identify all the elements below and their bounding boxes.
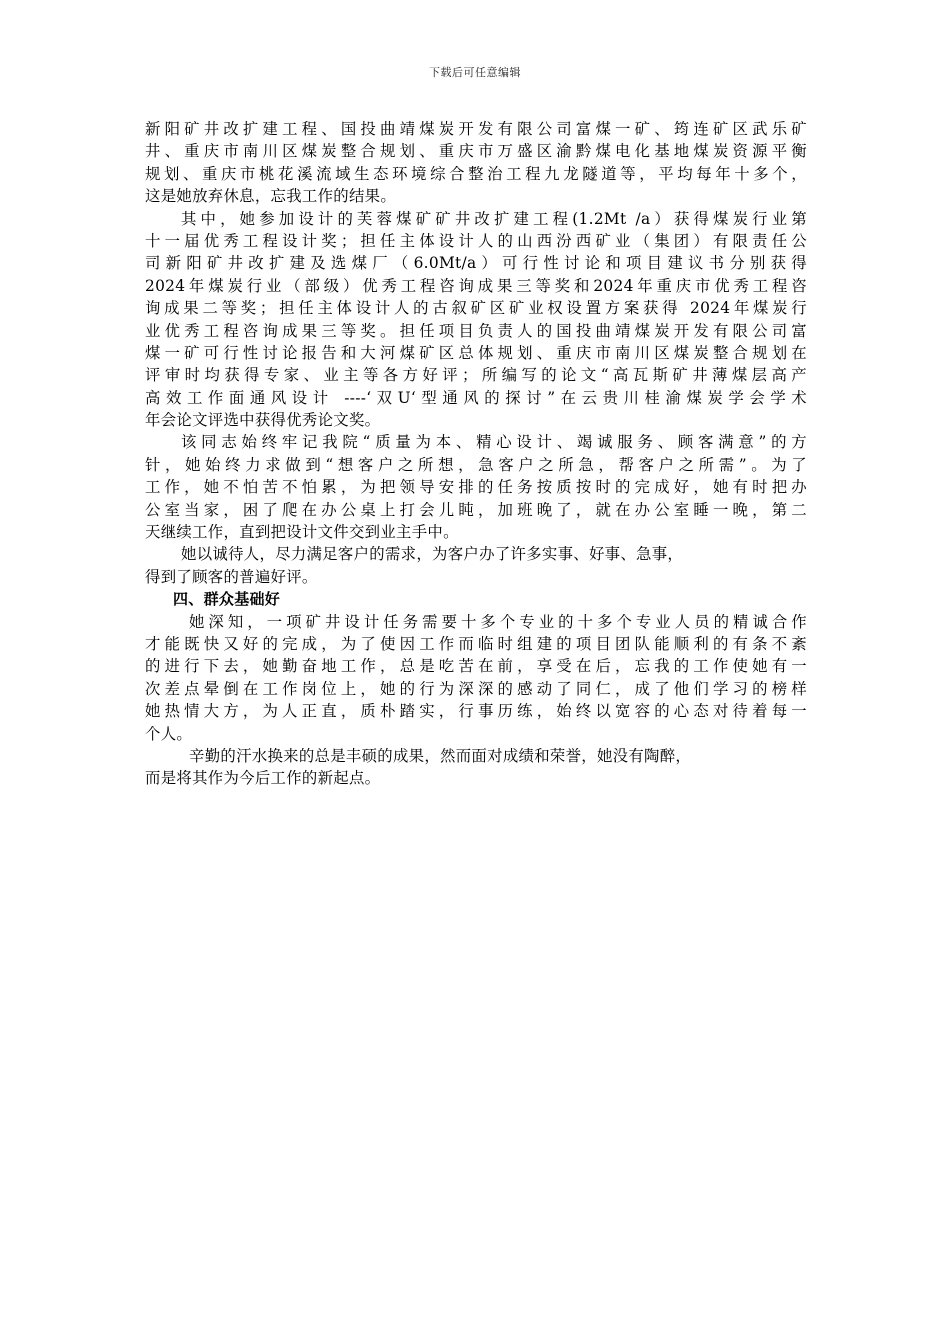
text-line: 针，她始终力求做到“想客户之所想，急客户之所急，帮客户之所需”。为了 <box>145 455 807 474</box>
text-line: 规划、重庆市桃花溪流域生态环境综合整治工程九龙隧道等，平均每年十多个， <box>145 164 807 183</box>
text-line: 而是将其作为今后工作的新起点。 <box>145 769 381 788</box>
text-line: 她以诚待人，尽力满足客户的需求，为客户办了许多实事、好事、急事， <box>181 545 684 564</box>
paragraph-service <box>145 543 807 588</box>
paragraph-team <box>145 611 807 745</box>
text-line: 新阳矿井改扩建工程、国投曲靖煤炭开发有限公司富煤一矿、筠连矿区武乐矿 <box>145 120 807 138</box>
text-line: 公室当家，困了爬在办公桌上打会儿盹，加班晚了，就在办公室睡一晚，第二 <box>145 500 807 519</box>
paragraph-awards <box>145 208 807 432</box>
text-line: 次差点晕倒在工作岗位上，她的行为深深的感动了同仁，成了他们学习的榜样 <box>145 679 807 698</box>
text-line: 工作，她不怕苦不怕累，为把领导安排的任务按质按时的完成好，她有时把办 <box>145 478 807 497</box>
paragraph-continued <box>145 118 807 208</box>
page-header-note: 下载后可任意编辑 <box>429 66 521 79</box>
text-line: 年会论文评选中获得优秀论文奖。 <box>145 411 381 430</box>
text-line: 天继续工作，直到把设计文件交到业主手中。 <box>145 523 459 542</box>
text-line: 她深知，一项矿井设计任务需要十多个专业的十多个专业人员的精诚合作 <box>189 612 807 631</box>
text-line: 司新阳矿井改扩建及选煤厂（6.0Mt/a）可行性讨论和项目建议书分别获得 <box>145 254 807 273</box>
text-line: 其中，她参加设计的芙蓉煤矿矿井改扩建工程(1.2Mt /a）获得煤炭行业第 <box>181 209 807 228</box>
section-four-heading <box>145 588 807 610</box>
text-line: 辛勤的汗水换来的总是丰硕的成果，然而面对成绩和荣誉，她没有陶醉， <box>189 746 692 765</box>
text-line: 的进行下去，她勤奋地工作，总是吃苦在前，享受在后，忘我的工作使她有一 <box>145 657 807 676</box>
text-line: 询成果二等奖；担任主体设计人的古叙矿区矿业权设置方案获得 2024年煤炭行 <box>145 299 807 318</box>
text-line: 高效工作面通风设计 ----‘双U‘型通风的探讨”在云贵川桂渝煤炭学会学术 <box>145 388 807 407</box>
text-line: 这是她放弃休息，忘我工作的结果。 <box>145 187 397 206</box>
text-line: 业优秀工程咨询成果三等奖。担任项目负责人的国投曲靖煤炭开发有限公司富 <box>145 321 807 340</box>
document-body <box>145 118 807 790</box>
paragraph-closing <box>145 745 807 790</box>
text-line: 她热情大方，为人正直，质朴踏实，行事历练，始终以宽容的心态对待着每一 <box>145 702 807 721</box>
text-line: 该同志始终牢记我院“质量为本、精心设计、竭诚服务、顾客满意”的方 <box>181 433 807 452</box>
section-heading: 四、群众基础好 <box>173 590 281 609</box>
paragraph-policy <box>145 431 807 543</box>
text-line: 井、重庆市南川区煤炭整合规划、重庆市万盛区渝黔煤电化基地煤炭资源平衡 <box>145 142 807 161</box>
text-line: 个人。 <box>145 724 193 743</box>
text-line: 得到了顾客的普遍好评。 <box>145 567 318 586</box>
text-line: 十一届优秀工程设计奖；担任主体设计人的山西汾西矿业（集团）有限责任公 <box>145 231 807 250</box>
text-line: 煤一矿可行性讨论报告和大河煤矿区总体规划、重庆市南川区煤炭整合规划在 <box>145 343 807 362</box>
text-line: 才能既快又好的完成，为了使因工作而临时组建的项目团队能顺利的有条不紊 <box>145 634 807 653</box>
text-line: 2024年煤炭行业（部级）优秀工程咨询成果三等奖和2024年重庆市优秀工程咨 <box>145 276 807 295</box>
text-line: 评审时均获得专家、业主等各方好评；所编写的论文“高瓦斯矿井薄煤层高产 <box>145 366 807 385</box>
